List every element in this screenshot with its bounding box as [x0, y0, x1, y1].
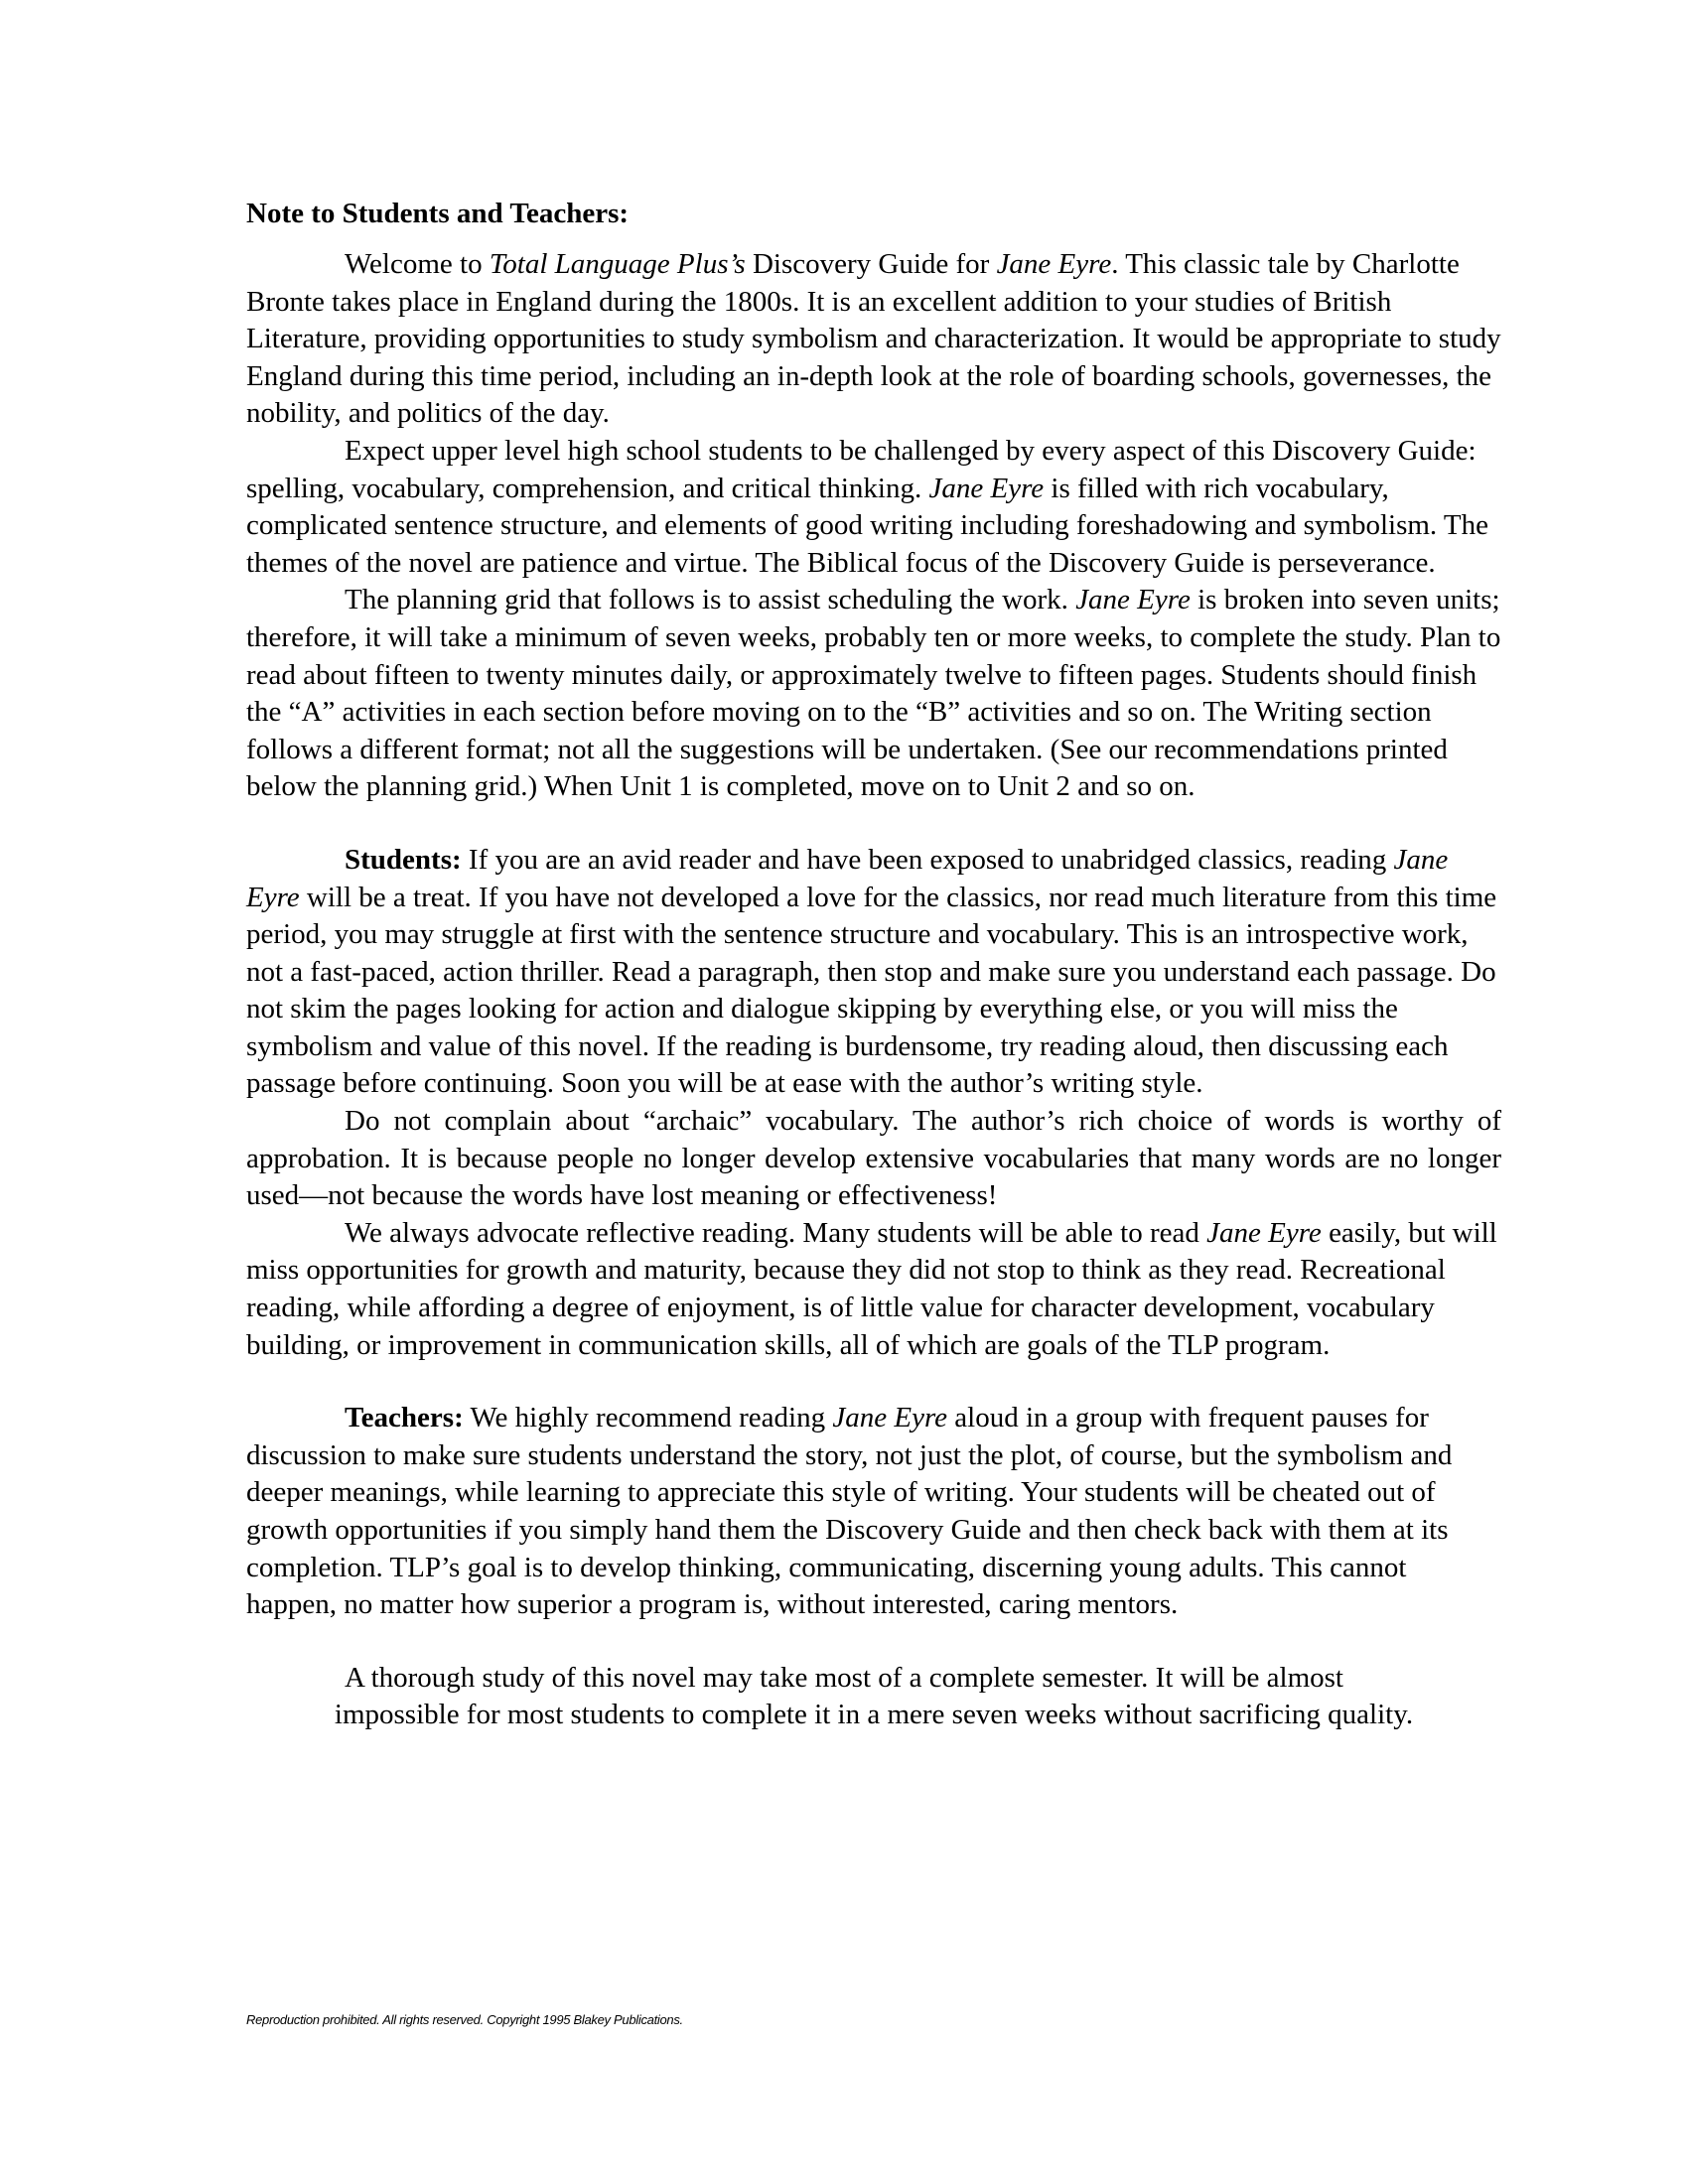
title-italic-jane-eyre: Jane Eyre [996, 248, 1112, 280]
teachers-label: Teachers: [345, 1402, 464, 1434]
text-run: The planning grid that follows is to assist scheduling the work. [345, 584, 1076, 616]
text-run: Welcome to [345, 248, 490, 280]
page-heading: Note to Students and Teachers: [246, 198, 630, 229]
title-italic-jane-eyre: Jane Eyre [246, 843, 1449, 913]
intro-paragraph-welcome [246, 246, 1501, 433]
title-italic-jane-eyre: Jane Eyre [928, 472, 1045, 504]
document-page [246, 195, 1501, 1734]
semester-note-paragraph [246, 1660, 1501, 1734]
title-italic-jane-eyre: Jane Eyre [832, 1402, 948, 1434]
students-label: Students: [345, 843, 462, 876]
title-italic-jane-eyre: Jane Eyre [1206, 1216, 1322, 1249]
reflective-reading-paragraph [246, 1215, 1501, 1364]
intro-paragraph-expectations [246, 433, 1501, 582]
title-italic-jane-eyre: Jane Eyre [1075, 584, 1191, 616]
semester-note-line-2: impossible for most students to complete it in a mere seven weeks without sacrificing quality. [334, 1699, 1414, 1731]
text-run: easily, but will miss opportunities for growth and maturity, because they did not stop to think as they read. Recreational reading, while affording a degree of enjoyment, is of little value for character development, vocabulary building, or improvement in communication skills, all of which are goals of the TLP program. [246, 1216, 1497, 1361]
semester-note-line-1: A thorough study of this novel may take most of a complete semester. It will be almost [345, 1661, 1343, 1694]
teachers-paragraph [246, 1400, 1501, 1624]
text-run: Expect upper level high school students to be challenged by every aspect of this Discovery Guide: spelling, vocabulary, comprehension, and critical thinking. [246, 434, 1477, 504]
copyright-footer: Reproduction prohibited. All rights reserved. Copyright 1995 Blakey Publications. [246, 2012, 683, 2027]
archaic-vocabulary-paragraph [246, 1103, 1501, 1215]
text-run: We always advocate reflective reading. Many students will be able to read [345, 1216, 1207, 1249]
text-run: is filled with rich vocabulary, complicated sentence structure, and elements of good writing including foreshadowing and symbolism. The themes of the novel are patience and virtue. The Biblical focus of the Discovery Guide is perseverance. [246, 472, 1488, 579]
students-paragraph [246, 842, 1501, 1103]
text-run: Discovery Guide for [745, 248, 997, 280]
text-run: We highly recommend reading [463, 1402, 833, 1434]
text-run: . This classic tale by Charlotte Bronte takes place in England during the 1800s. It is an excellent addition to your studies of British Literature, providing opportunities to study symbolism and characterization. It would be appropriate to study England during this time period, including an in-depth look at the role of boarding schools, governesses, the nobility, and politics of the day. [246, 248, 1501, 430]
title-italic-tlp: Total Language Plus’s [489, 248, 746, 280]
text-run: Do not complain about “archaic” vocabulary. The author’s rich choice of words is worthy of approbation. It is because people no longer develop extensive vocabularies that many words are no longer used—not because the words have lost meaning or effectiveness! [246, 1105, 1501, 1212]
text-run: is broken into seven units; therefore, it will take a minimum of seven weeks, probably ten or more weeks, to complete the study. Plan to read about fifteen to twenty minutes daily, or approximately twelve to fifteen pages. Students should finish the “A” activities in each section before moving on to the “B” activities and so on. The Writing section follows a different format; not all the suggestions will be undertaken. (See our recommendations printed below the planning grid.) When Unit 1 is completed, move on to Unit 2 and so on. [246, 584, 1501, 803]
text-run: If you are an avid reader and have been exposed to unabridged classics, reading [461, 843, 1394, 876]
text-run: aloud in a group with frequent pauses for discussion to make sure students understand the story, not just the plot, of course, but the symbolism and deeper meanings, while learning to appreciate this style of writing. Your students will be cheated out of growth opportunities if you simply hand them the Discovery Guide and then check back with them at its completion. TLP’s goal is to develop thinking, communicating, discerning young adults. This cannot happen, no matter how superior a program is, without interested, caring mentors. [246, 1402, 1453, 1621]
text-run: will be a treat. If you have not developed a love for the classics, nor read much literature from this time period, you may struggle at first with the sentence structure and vocabulary. This is an introspective work, not a fast-paced, action thriller. Read a paragraph, then stop and make sure you understand each passage. Do not skim the pages looking for action and dialogue skipping by everything else, or you will miss the symbolism and value of this novel. If the reading is burdensome, try reading aloud, then discussing each passage before continuing. Soon you will be at ease with the author’s writing style. [246, 881, 1497, 1100]
intro-paragraph-planning-grid [246, 582, 1501, 806]
